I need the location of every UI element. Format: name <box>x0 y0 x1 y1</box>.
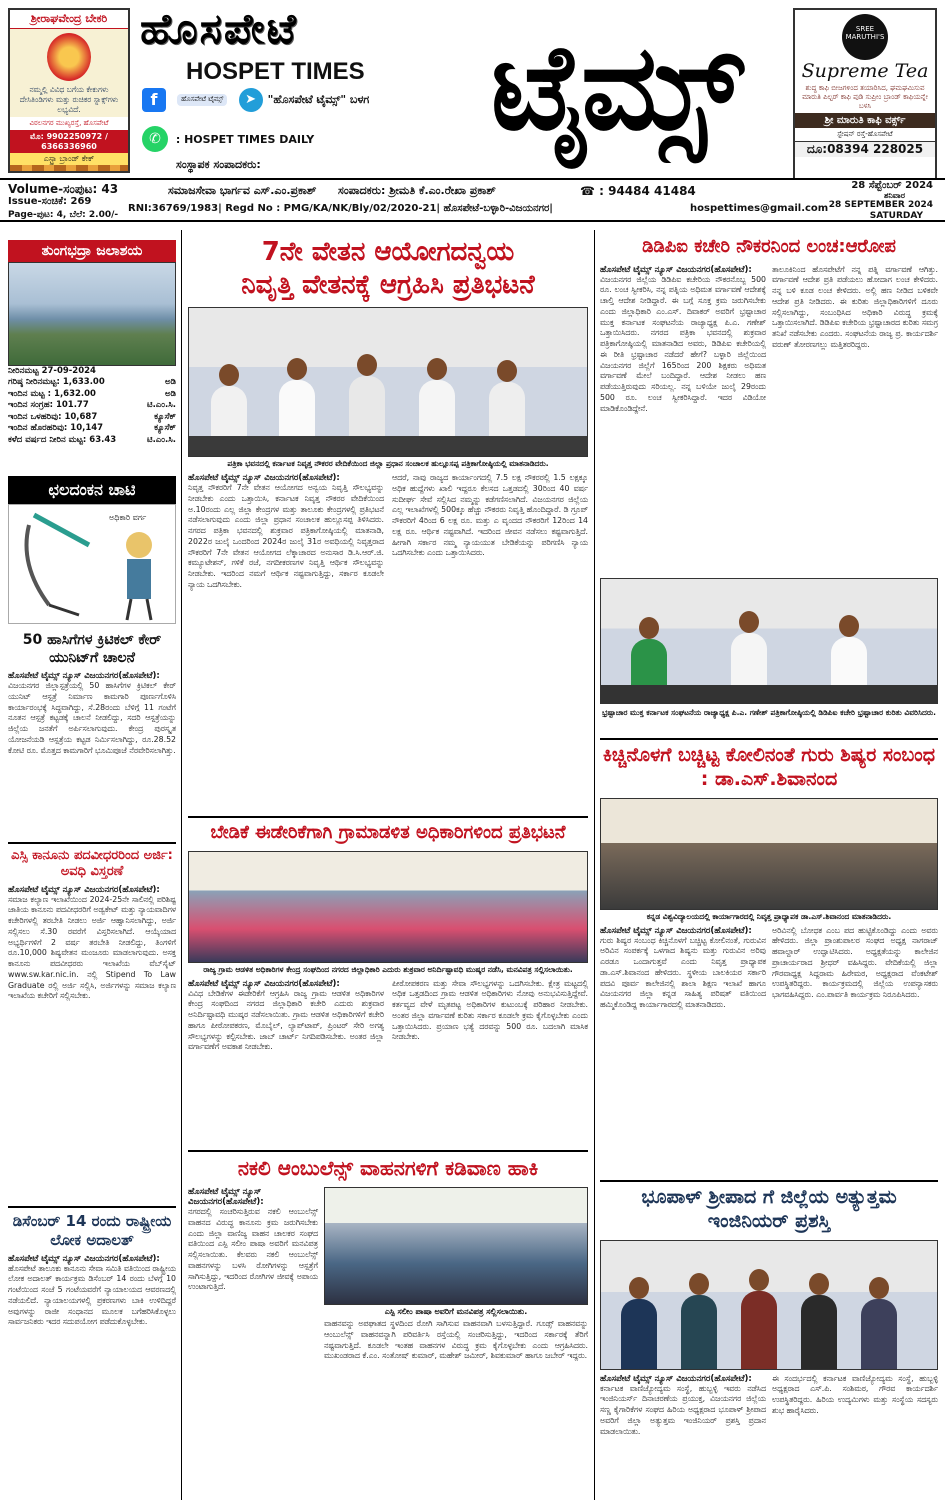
story-village <box>188 816 588 1053</box>
cartoon-image <box>8 504 176 624</box>
story-body: ವಿವಿಧ ಬೇಡಿಕೆಗಳ ಈಡೇರಿಕೆಗೆ ಆಗ್ರಹಿಸಿ ರಾಜ್ಯ ಗ್ರಾಮ ಆಡಳಿತ ಅಧಿಕಾರಿಗಳ ಕೇಂದ್ರ ಸಂಘದಿಂದ ನಗರದ ಜಿಲ್ಲಾಧಿಕಾರಿ ಕಚೇರಿ ಎದುರು ಶುಕ್ರವಾರ ಅನಿರ್ದಿಷ್ಟಾವಧಿ ಮುಷ್ಕರ ನಡೆಸಲಾಯಿತು. ಗ್ರಾಮ ಆಡಳಿತ ಅಧಿಕಾರಿಗಳಿಗೆ ಕಚೇರಿ ಹಾಗೂ ಪೀಠೋಪಕರಣ, ಮೊಬೈಲ್, ಲ್ಯಾಪ್‌ಟಾಪ್, ಪ್ರಿಂಟರ್ ಸೇರಿ ಅಗತ್ಯ ಸೌಲಭ್ಯಗಳನ್ನು ಕಲ್ಪಿಸಬೇಕು. ಜಾಬ್ ಚಾರ್ಟ್ ನಿಗದಿಪಡಿಸಬೇಕು. ಅಂತರ ಜಿಲ್ಲಾ ವರ್ಗಾವಣೆಗೆ ಅವಕಾಶ ನೀಡಬೇಕು. <box>188 988 384 1052</box>
story-sc-law <box>8 842 176 1002</box>
cartoon-box <box>8 476 176 624</box>
story-dateline: ಹೊಸಪೇಟೆ ಟೈಮ್ಸ್ ನ್ಯೂಸ್ ವಿಜಯನಗರ(ಹೊಸಪೇಟೆ): <box>8 671 160 681</box>
story-col-1 <box>600 926 766 1011</box>
photo-caption: ಭ್ರಷ್ಟಾಚಾರ ಮುಕ್ತ ಕರ್ನಾಟಕ ಸಂಘಟನೆಯ ರಾಜ್ಯಾಧ್ಯಕ್ಷ ಪಿ.ಎ. ಗಣೇಶ್ ಪತ್ರಿಕಾಗೋಷ್ಠಿಯಲ್ಲಿ ಡಿಡಿಪಿಐ ಕಚೇರಿ ಭ್ರಷ್ಟಾಚಾರ ಕುರಿತು ವಿವರಿಸಿದರು. <box>601 708 937 717</box>
kannada-title: ಹೊಸಪೇಟೆ <box>140 4 298 53</box>
cartoon-label: ಅಧಿಕಾರಿ ವರ್ಗ <box>109 513 147 522</box>
story-body: ವಾಹನವನ್ನು ಅಪಘಾತದ ಸ್ಥಳದಿಂದ ರೋಗಿ ಸಾಗಿಸುವ ವಾಹನವಾಗಿ ಬಳಸುತ್ತಿದ್ದಾರೆ. ಗೂಡ್ಸ್ ವಾಹನವನ್ನು ಆಂಬುಲೆನ್ಸ್ ವಾಹನವನ್ನಾಗಿ ಪರಿವರ್ತಿಸಿ ರಸ್ತೆಯಲ್ಲಿ ಸಂಚರಿಸುತ್ತಿದ್ದು, ಇದರಿಂದ ಸರ್ಕಾರಕ್ಕೆ ತೆರಿಗೆ ನಷ್ಟವಾಗುತ್ತಿದೆ. ಕೂಡಲೇ ಇಂತಹ ವಾಹನಗಳ ವಿರುದ್ಧ ಕ್ರಮ ಕೈಗೊಳ್ಳಬೇಕು ಎಂದು ಆಗ್ರಹಿಸಿದರು. ಮುಖಂಡರಾದ ಕೆ.ಎಂ. ಸಂತೋಷ್ ಕುಮಾರ್, ಮಹೇಶ್ ಜಮೀರ್, ಶಿವಕುಮಾರ್ ಹಾಗೂ ಜಬೇರ್ ಇದ್ದರು. <box>324 1319 588 1361</box>
story-col-1 <box>188 1187 318 1362</box>
right-advertisement <box>793 8 937 180</box>
dam-row <box>8 400 176 411</box>
story-body-columns <box>188 473 588 591</box>
divider <box>600 738 938 740</box>
whatsapp-row <box>142 126 314 152</box>
person <box>741 1291 777 1369</box>
dam-row <box>8 423 176 434</box>
dam-row <box>8 377 176 388</box>
story-dateline: ಹೊಸಪೇಟೆ ಟೈಮ್ಸ್ ನ್ಯೂಸ್ ವಿಜಯನಗರ(ಹೊಸಪೇಟೆ): <box>600 264 752 275</box>
story-layout <box>188 1187 588 1362</box>
story-body: ಹೊಸಪೇಟೆ ತಾಲೂಕು ಕಾನೂನು ಸೇವಾ ಸಮಿತಿ ವತಿಯಿಂದ ರಾಷ್ಟ್ರೀಯ ಲೋಕ ಅದಾಲತ್ ಕಾರ್ಯಕ್ರಮ ಡಿಸೆಂಬರ್ 14 ರಂದು ಬೆಳಗ್ಗೆ 10 ಗಂಟೆಯಿಂದ ಸಂಜೆ 5 ಗಂಟೆಯವರೆಗೆ ನ್ಯಾಯಾಲಯದ ಆವರಣದಲ್ಲಿ ನಡೆಯಲಿದೆ. ನ್ಯಾಯಾಲಯಗಳಲ್ಲಿ ಪ್ರಕರಣಗಳು ಬಾಕಿ ಉಳಿದಿದ್ದರೆ ಅವುಗಳನ್ನು ರಾಜೀ ಸಂಧಾನದ ಮೂಲಕ ಬಗೆಹರಿಸಿಕೊಳ್ಳಲು ಸಾರ್ವಜನಿಕರು ಇದರ ಸದುಪಯೋಗ ಪಡೆದುಕೊಳ್ಳಬೇಕು. <box>8 1263 176 1327</box>
left-ad-title: ಶ್ರೀರಾಘವೇಂದ್ರ ಬೇಕರಿ <box>10 10 128 29</box>
tea-logo: SREE MARUTHI'S <box>842 14 888 60</box>
story-col-2 <box>392 473 588 591</box>
dam-row-label: ಕಳೆದ ವರ್ಷದ ನೀರಿನ ಮಟ್ಟ: 63.43 <box>8 434 117 445</box>
pension-photo <box>188 307 588 457</box>
person <box>801 1295 837 1369</box>
social-links <box>142 88 442 118</box>
story-col-1 <box>600 265 766 415</box>
story-dateline: ಹೊಸಪೇಟೆ ಟೈಮ್ಸ್ ನ್ಯೂಸ್ ವಿಜಯನಗರ(ಹೊಸಪೇಟೆ): <box>188 473 340 483</box>
dam-photo <box>8 262 176 366</box>
story-body: ಸಮಾಜ ಕಲ್ಯಾಣ ಇಲಾಖೆಯಿಂದ 2024-25ನೇ ಸಾಲಿನಲ್ಲಿ ಪರಿಶಿಷ್ಟ ಜಾತಿಯ ಕಾನೂನು ಪದವೀಧರರಿಗೆ ಅಡ್ವಕೇಟ್ ಮತ್ತು ನ್ಯಾಯವಾದಿಗಳ ಕಚೇರಿಗಳಲ್ಲಿ ತರಬೇತಿ ನೀಡಲು ಅರ್ಜಿ ಆಹ್ವಾನಿಸಲಾಗಿದ್ದು, ಅರ್ಜಿ ಸಲ್ಲಿಸಲು ಸೆ.30 ರವರೆಗೆ ವಿಸ್ತರಿಸಲಾಗಿದೆ. ಆಯ್ಕೆಯಾದ ಅಭ್ಯರ್ಥಿಗಳಿಗೆ 2 ವರ್ಷ ತರಬೇತಿ ನೀಡಲಿದ್ದು, ತಿಂಗಳಿಗೆ ರೂ.10,000 ಶಿಷ್ಯವೇತನ ಮಂಜೂರು ಮಾಡಲಾಗುವುದು. ಅಸಕ್ತ ಕಾನೂನು ಪದವೀಧರರು ಇಲಾಖೆಯ ವೆಬ್‌ಸೈಟ್ www.sw.kar.nic.in. ನಲ್ಲಿ Stipend To Law Graduate ರಲ್ಲಿ ಅರ್ಜಿ ಸಲ್ಲಿಸಿ, ಅರ್ಜಿಗಳನ್ನು ಸಮಾಜ ಕಲ್ಯಾಣ ಇಲಾಖೆಯ ಕಚೇರಿಗೆ ಸಲ್ಲಿಸಬೇಕು. <box>8 894 177 1001</box>
divider <box>8 842 176 844</box>
info-line <box>0 178 945 222</box>
whatsapp-icon[interactable]: ✆ <box>142 126 168 152</box>
story-col-1 <box>188 979 384 1054</box>
story-col-1 <box>600 1374 766 1438</box>
protest-photo <box>188 851 588 963</box>
story-dateline: ಹೊಸಪೇಟೆ ಟೈಮ್ಸ್ ನ್ಯೂಸ್ ವಿಜಯನಗರ(ಹೊಸಪೇಟೆ): <box>188 1187 264 1207</box>
registration: RNI:36769/1983| Regd No : PMG/KA/NK/Bly/02/2020-21| ಹೊಸಪೇಟೆ-ಬಳ್ಳಾರಿ-ವಿಜಯನಗರ| <box>128 203 553 214</box>
volume: Volume-ಸಂಪುಟ: 43 <box>8 182 119 196</box>
social-handle: ಹೊಸಪೇಟೆ ಟೈಮ್ಸ್ <box>177 94 227 106</box>
deity-image <box>47 33 91 81</box>
person <box>861 1299 897 1369</box>
tea-address: ಸ್ಟೇಷನ್ ರಸ್ತೆ-ಹೊಸಪೇಟೆ <box>837 130 893 139</box>
story-dateline: ಹೊಸಪೇಟೆ ಟೈಮ್ಸ್ ನ್ಯೂಸ್ ವಿಜಯನಗರ(ಹೊಸಪೇಟೆ): <box>188 978 340 989</box>
story-guru <box>600 738 938 1011</box>
left-ad-text: ನಮ್ಮಲ್ಲಿ ವಿವಿಧ ಬಗೆಯ ಕೇಕುಗಳು ದೇಸಿತಿಂಡಿಗಳು ಮತ್ತು ರುಚಿಕರ ಸ್ನಾಕ್ಸ್‌ಗಳು ಲಭ್ಯವಿದೆ. <box>19 85 119 114</box>
photo-caption: ಕನ್ನಡ ವಿಶ್ವವಿದ್ಯಾಲಯದಲ್ಲಿ ಕಾರ್ಯಾಗಾರದಲ್ಲಿ ನಿವೃತ್ತ ಪ್ರಾಧ್ಯಾಪಕ ಡಾ.ಎಸ್.ಶಿವಾನಂದ ಮಾತನಾಡಿದರು. <box>646 911 892 921</box>
column-divider <box>594 230 595 1500</box>
whatsapp-label: : HOSPET TIMES DAILY <box>175 132 315 146</box>
dam-row-unit: ಅಡಿ <box>165 388 176 399</box>
story-col-2 <box>772 926 938 1011</box>
tea-shop: ಶ್ರೀ ಮಾರುತಿ ಕಾಫಿ ವರ್ಕ್ಸ್ <box>795 113 935 128</box>
story-icu <box>8 632 176 756</box>
divider <box>600 1180 938 1182</box>
story-body: ಗುರು ಶಿಷ್ಯರ ಸಂಬಂಧ ಕಿಚ್ಚಿನೊಳಗೆ ಬಚ್ಚಿಟ್ಟ ಕೋಲಿನಂತೆ, ಗುರುವಿನ ಅರಿವಿನ ಸಂಪರ್ಕಕ್ಕೆ ಒಳಗಾದ ಶಿಷ್ಯನು ಮತ್ತು ಗುರುವಿನ ಅರಿವು ಎರಡೂ ಒಂದಾಗುತ್ತವೆ ಎಂದು ನಿವೃತ್ತ ಪ್ರಾಧ್ಯಾಪಕ ಡಾ.ಎಸ್.ಶಿವಾನಂದ ಹೇಳಿದರು. ಸ್ಥಳೀಯ ಬಾಲಕಿಯರ ಸರ್ಕಾರಿ ಪದವಿ ಪೂರ್ವ ಕಾಲೇಜಿನಲ್ಲಿ ಶಾಲಾ ಶಿಕ್ಷಣ ಇಲಾಖೆ ಹಾಗೂ ವಿಜಯನಗರ ಜಿಲ್ಲಾ ಕನ್ನಡ ಸಾಹಿತ್ಯ ಪರಿಷತ್ ವತಿಯಿಂದ ಹಮ್ಮಿಕೊಂಡಿದ್ದ ಕಾರ್ಯಾಗಾರದಲ್ಲಿ ಮಾತನಾಡಿದರು. <box>600 935 766 1009</box>
dam-row-unit: ಟಿ.ಎಂ.ಸಿ. <box>147 434 176 445</box>
dam-row-label: ಇಂದಿನ ಹೊರಹರಿವು: 10,147 <box>8 423 104 434</box>
tea-phone: ದೂ:08394 228025 <box>795 141 935 157</box>
facebook-icon[interactable]: f <box>142 88 166 112</box>
email[interactable]: hospettimes@gmail.com <box>690 203 829 214</box>
story-col-2 <box>392 979 588 1054</box>
big-title: ಟೈಮ್ಸ್ <box>490 18 740 156</box>
phone-number: ☎ : 94484 41484 <box>580 184 696 198</box>
photo-caption: ಪತ್ರಿಕಾ ಭವನದಲ್ಲಿ ಕರ್ನಾಟಕ ನಿವೃತ್ತ ನೌಕರರ ವೇದಿಕೆಯಿಂದ ಜಿಲ್ಲಾ ಪ್ರಧಾನ ಸಂಚಾಲಕ ಹುಲ್ಲೂಸಪ್ಪ ಪತ್ರಿಕಾಗೋಷ್ಠಿಯಲ್ಲಿ ಮಾತನಾಡಿದರು. <box>227 459 549 468</box>
person <box>681 1295 717 1369</box>
dam-box <box>8 240 176 446</box>
story-col-2 <box>324 1187 588 1362</box>
story-pension <box>188 236 588 591</box>
dam-row-unit: ಟಿ.ಎಂ.ಸಿ. <box>147 400 176 411</box>
english-title: HOSPET TIMES <box>186 58 365 85</box>
story-body-columns <box>600 926 938 1011</box>
story-award <box>600 1180 938 1437</box>
story-ambulance <box>188 1150 588 1362</box>
story-title: ಬೇಡಿಕೆ ಈಡೇರಿಕೆಗಾಗಿ ಗ್ರಾಮಾಡಳಿತ ಅಧಿಕಾರಿಗಳಿಂದ ಪ್ರತಿಭಟನೆ <box>210 822 566 843</box>
story-body: ವಿಜಯನಗರ ಜಿಲ್ಲಾಸ್ಪತ್ರೆಯಲ್ಲಿ 50 ಹಾಸಿಗೆಗಳ ಕ್ರಿಟಿಕಲ್ ಕೇರ್ ಯುನಿಟ್ ಆಸ್ಪತ್ರೆ ನಿರ್ಮಾಣ ಕಾಮಗಾರಿ ಪೂರ್ಣಗೊಳಿಸಿ ಕಾರ್ಯಾರಂಭಕ್ಕೆ ಸಿದ್ಧವಾಗಿದ್ದು, ಸೆ.28ರಂದು ಬೆಳಿಗ್ಗೆ 11 ಗಂಟೆಗೆ ನೂತನ ಆಸ್ಪತ್ರೆ ಕಟ್ಟಡಕ್ಕೆ ಚಾಲನೆ ನೀಡಲಿದ್ದು, ಸದರಿ ಆಸ್ಪತ್ರೆಯನ್ನು ಜಿಲ್ಲೆಯ ಜನತೆಗೆ ಅರ್ಪಿಸಲಾಗುವುದು. ಕೇಂದ್ರ ಪುರಸ್ಕೃತ ಯೋಜನೆಯಡಿ ಆಸ್ಪತ್ರೆಯ ಕಟ್ಟಡ ನಿರ್ಮಿಸಲಾಗಿದ್ದು, ರೂ.28.52 ಕೋಟಿ ರೂ. ಮೊತ್ತದ ಕಾಮಗಾರಿಗೆ ಭೂಮಿಪೂಜೆ ನೆರವೇರಿಸಲಾಗಿತ್ತು. <box>8 681 176 755</box>
award-photo <box>600 1240 938 1370</box>
divider <box>188 1150 588 1152</box>
story-title-line1: 7ನೇ ವೇತನ ಆಯೋಗದನ್ವಯ <box>261 237 515 267</box>
dam-row <box>8 366 176 377</box>
dam-row-label: ಗರಿಷ್ಠ ನೀರಿನಮಟ್ಟ: 1,633.00 <box>8 377 105 388</box>
table <box>601 685 937 703</box>
story-dateline: ಹೊಸಪೇಟೆ ಟೈಮ್ಸ್ ನ್ಯೂಸ್ ವಿಜಯನಗರ(ಹೊಸಪೇಟೆ): <box>600 925 752 936</box>
story-title-line2: ನಿವೃತ್ತಿ ವೇತನಕ್ಕೆ ಆಗ್ರಹಿಸಿ ಪ್ರತಿಭಟನೆ <box>241 269 535 300</box>
tea-title: Supreme Tea <box>801 60 929 82</box>
story-col-1 <box>188 473 384 591</box>
story-title: ಕಿಚ್ಚಿನೊಳಗೆ ಬಚ್ಚಿಟ್ಟ ಕೋಲಿನಂತೆ ಗುರು ಶಿಷ್ಯರ ಸಂಬಂಧ : ಡಾ.ಎಸ್.ಶಿವಾನಂದ <box>602 744 935 790</box>
day-kannada: ಶನಿವಾರ <box>883 191 905 200</box>
dam-row-unit: ಕ್ಯೂಸೆಕ್ <box>154 411 176 422</box>
story-title: ಡಿಡಿಪಿಐ ಕಚೇರಿ ನೌಕರನಿಂದ ಲಂಚ:ಆರೋಪ <box>642 236 896 257</box>
issue: Issue-ಸಂಚಿಕೆ: 269 <box>8 196 92 207</box>
story-body: ಕರ್ನಾಟಕ ವಾಣಿಜ್ಯೋದ್ಯಮ ಸಂಸ್ಥೆ, ಹುಬ್ಬಳ್ಳಿ ಇವರು ನಡೆಸಿದ ಇಂಜಿನಿಯರ್ಸ್ ದಿನಾಚರಣೆಯ ಪ್ರಯುಕ್ತ, ವಿಜಯನಗರ ಜಿಲ್ಲೆಯ ಸಣ್ಣ ಕೈಗಾರಿಕೆಗಳ ಸಂಘದ ಹಿರಿಯ ಅಧ್ಯಕ್ಷರಾದ ಭೂಪಾಳ್ ಶ್ರೀಪಾದ ಅವರಿಗೆ ಜಿಲ್ಲಾ ಅತ್ಯುತ್ತಮ ಇಂಜಿನಿಯರ್ ಪ್ರಶಸ್ತಿ ಪ್ರದಾನ ಮಾಡಲಾಯಿತು. <box>600 1383 766 1436</box>
story-body: ಆದರೆ, ನಾವು ರಾಜ್ಯದ ಕಾರ್ಯಾಂಗದಲ್ಲಿ 7.5 ಲಕ್ಷ ನೌಕರರಲ್ಲಿ 1.5 ಲಕ್ಷಕ್ಕೂ ಅಧಿಕ ಹುದ್ದೆಗಳು ಖಾಲಿ ಇದ್ದರೂ ಕೆಲಸದ ಒತ್ತಡದಲ್ಲಿ 30ರಿಂದ 40 ವರ್ಷ ಸುದೀರ್ಘ ಸೇವೆ ಸಲ್ಲಿಸಿದ ನಮ್ಮನ್ನು ಕಡೆಗಣಿಸಲಾಗಿದೆ. ವಿಜಯನಗರ ಜಿಲ್ಲೆಯ ಎಲ್ಲ ಇಲಾಖೆಗಳಲ್ಲಿ 500ಕ್ಕೂ ಹೆಚ್ಚು ನೌಕರರು ನಿವೃತ್ತಿ ಹೊಂದಿದ್ದಾರೆ. ಡಿ ಗ್ರೂಪ್ ನೌಕರರಿಗೆ 4ರಿಂದ 6 ಲಕ್ಷ ರೂ. ಮತ್ತು ಎ ವೃಂದದ ನೌಕರರಿಗೆ 12ರಿಂದ 14 ಲಕ್ಷ ರೂ. ಆರ್ಥಿಕ ನಷ್ಟವಾಗಿದೆ. ಇದರಿಂದ ಜೀವನ ನಡೆಸಲು ಕಷ್ಟವಾಗುತ್ತಿದೆ. ಹೀಗಾಗಿ ಸರ್ಕಾರ ನಮ್ಮ ನ್ಯಾಯಯುತ ಬೇಡಿಕೆಯನ್ನು ಪರಿಗಣಿಸಿ ನ್ಯಾಯ ಒದಗಿಸಬೇಕು ಎಂದು ಒತ್ತಾಯಿಸಿದರು. <box>392 473 588 558</box>
date-kannada: 28 ಸೆಪ್ಟೆಂಬರ್ 2024 <box>851 180 933 191</box>
cartoon-heading: ಛಲದಂಕನ ಚಾಟಿ <box>8 476 176 504</box>
person <box>621 1299 657 1369</box>
left-ad-brand: ಎಸ್ಟ್ರಾ ಬ್ರಾಂಡ್ ಕೇಕ್ <box>10 153 128 165</box>
dam-row <box>8 389 176 400</box>
story-body: ಪೀಠೋಪಕರಣ ಮತ್ತು ಸೇವಾ ಸೌಲಭ್ಯಗಳನ್ನು ಒದಗಿಸಬೇಕು. ಕ್ಷೇತ್ರ ಮಟ್ಟದಲ್ಲಿ ಅಧಿಕ ಒತ್ತಡದಿಂದ ಗ್ರಾಮ ಆಡಳಿತ ಅಧಿಕಾರಿಗಳು ನೋವು ಅನುಭವಿಸುತ್ತಿದ್ದೇವೆ. ಕರ್ತವ್ಯದ ವೇಳೆ ಮೃತಪಟ್ಟ ಅಧಿಕಾರಿಗಳ ಕುಟುಂಬಕ್ಕೆ ಪರಿಹಾರ ನೀಡಬೇಕು. ಅಂತರ ಜಿಲ್ಲಾ ವರ್ಗಾವಣೆ ಕುರಿತು ಸರ್ಕಾರ ಕೂಡಲೇ ಕ್ರಮ ಕೈಗೊಳ್ಳಬೇಕು ಎಂದು ಒತ್ತಾಯಿಸಿದರು. ಪ್ರಯಾಣ ಭತ್ಯೆ ದರವನ್ನು 500 ರೂ. ಬದಲಾಗಿ ಮಾಸಿಕ ನೀಡಬೇಕು. <box>392 978 588 1042</box>
story-lok-adalat <box>8 1206 176 1328</box>
left-ad-phone: ಮೊ: 9902250972 / 6366336960 <box>10 130 128 153</box>
story-dateline: ಹೊಸಪೇಟೆ ಟೈಮ್ಸ್ ನ್ಯೂಸ್ ವಿಜಯನಗರ(ಹೊಸಪೇಟೆ): <box>8 1253 160 1264</box>
column-divider <box>181 230 182 1500</box>
dam-row-label: ನೀರಿನಮಟ್ಟ 27-09-2024 <box>8 366 96 376</box>
pages-price: Page-ಪುಟ: 4, ಬೆಲೆ: 2.00/- <box>8 210 119 220</box>
editor-name: ಸಂಪಾದಕರು: ಶ್ರೀಮತಿ ಕೆ.ಎಂ.ರೇಖಾ ಪ್ರಕಾಶ್ <box>338 184 496 197</box>
story-dateline: ಹೊಸಪೇಟೆ ಟೈಮ್ಸ್ ನ್ಯೂಸ್ ವಿಜಯನಗರ(ಹೊಸಪೇಟೆ): <box>8 884 160 895</box>
date-english: 28 SEPTEMBER 2024 <box>828 200 933 210</box>
story-title: ಎಸ್ಸಿ ಕಾನೂನು ಪದವೀಧರರಿಂದ ಅರ್ಜಿ: ಅವಧಿ ವಿಸ್ತರಣೆ <box>11 848 173 880</box>
left-ad-address: ವಿಠಲನಗರ ಮುಖ್ಯರಸ್ತೆ, ಹೊಸಪೇಟೆ <box>10 117 128 130</box>
story-title: ನಕಲಿ ಆಂಬುಲೆನ್ಸ್ ವಾಹನಗಳಿಗೆ ಕಡಿವಾಣ ಹಾಕಿ <box>237 1156 539 1180</box>
dam-row <box>8 412 176 423</box>
dam-row-label: ಇಂದಿನ ಒಳಹರಿವು: 10,687 <box>8 411 98 422</box>
photo-caption: ಎಸ್ಪಿ ಸಲೀಂ ಪಾಷಾ ಅವರಿಗೆ ಮನವಿಪತ್ರ ಸಲ್ಲಿಸಲಾಯಿತು. <box>384 1307 528 1316</box>
divider <box>188 816 588 818</box>
dam-heading: ತುಂಗಭದ್ರಾ ಜಲಾಶಯ <box>8 240 176 262</box>
seminar-photo <box>600 798 938 910</box>
dam-row-label: ಇಂದಿನ ಸಂಗ್ರಹ: 101.77 <box>8 400 89 411</box>
story-title: ಡಿಸೆಂಬರ್ 14 ರಂದು ರಾಷ್ಟ್ರೀಯ ಲೋಕ ಅದಾಲತ್ <box>12 1212 172 1249</box>
story-col-2 <box>772 265 938 415</box>
dam-table <box>8 366 176 446</box>
photo-caption: ರಾಜ್ಯ ಗ್ರಾಮ ಆಡಳಿತ ಅಧಿಕಾರಿಗಳ ಕೇಂದ್ರ ಸಂಘದಿಂದ ನಗರದ ಜಿಲ್ಲಾಧಿಕಾರಿ ಎದುರು ಶುಕ್ರವಾರ ಅನಿರ್ದಿಷ್ಟಾವಧಿ ಮುಷ್ಕರ ನಡೆಸಿ, ಮನವಿಪತ್ರ ಸಲ್ಲಿಸಲಾಯಿತು. <box>203 964 573 974</box>
dam-row-unit: ಕ್ಯೂಸೆಕ್ <box>154 423 176 434</box>
tea-desc: ಶುದ್ಧ ಕಾಫಿ ಬೀಜಗಳಿಂದ ತಯಾರಿಸಿದ, ಘಮಘಮಿಸುವ ಮಾರುತಿ ಪಿಲ್ಟರ್ ಕಾಫಿ ಪುಡಿ ಸುಪ್ರೀಂ ಬ್ರಾಂಡ್ ಕಾಫಿಯನ್ನೇ ಬಳಸಿ <box>802 84 928 111</box>
dam-row-unit: ಅಡಿ <box>165 377 176 388</box>
story-body-columns <box>188 979 588 1054</box>
dam-row <box>8 435 176 446</box>
sweets-image <box>10 165 128 173</box>
bribe-photo <box>600 578 938 704</box>
story-dateline: ಹೊಸಪೇಟೆ ಟೈಮ್ಸ್ ನ್ಯೂಸ್ ವಿಜಯನಗರ(ಹೊಸಪೇಟೆ): <box>600 1373 752 1384</box>
story-body: ತಾಲೂಕಿನಿಂದ ಹೊಸಪೇಟೆಗೆ ನನ್ನ ಪತ್ನಿ ವರ್ಗಾವಣೆ ಆಗಿತ್ತು. ವರ್ಗಾವಣೆ ಆದೇಶ ಪ್ರತಿ ಪಡೆಯಲು ಹೋದಾಗ ಲಂಚ ಕೇಳಿದರು. ನನ್ನ ಬಳಿ ಕೂಡ ಲಂಚ ಕೇಳಿದರು. ಅಲ್ಲಿ ಹಣ ನೀಡಿದ ಬಳಿಕವೇ ಆದೇಶ ಪ್ರತಿ ನೀಡಿದರು. ಈ ಕುರಿತು ಜಿಲ್ಲಾಧಿಕಾರಿಗಳಿಗೆ ದೂರು ಸಲ್ಲಿಸಲಾಗಿದ್ದು, ಸಂಬಂಧಿಸಿದ ಅಧಿಕಾರಿ ವಿರುದ್ಧ ಕ್ರಮಕ್ಕೆ ಒತ್ತಾಯಿಸಲಾಗಿದೆ. ಡಿಡಿಪಿಐ ಕಚೇರಿಯ ಭ್ರಷ್ಟಾಚಾರದ ಕುರಿತು ಸಮಗ್ರ ತನಿಖೆ ನಡೆಸಬೇಕು ಎಂದರು. ಸಂಘಟನೆಯ ರಾಜ್ಯ ಪ್ರ. ಕಾರ್ಯದರ್ಶಿ ವರುಣ್ ತೋರಣಗಲ್ಲು ಮತ್ತಿತರರಿದ್ದರು. <box>772 264 938 349</box>
story-col-2 <box>772 1374 938 1438</box>
story-bribe <box>600 236 938 414</box>
story-title: 50 ಹಾಸಿಗೆಗಳ ಕ್ರಿಟಿಕಲ್ ಕೇರ್ ಯುನಿಟ್‌ಗೆ ಚಾಲನೆ <box>22 632 162 666</box>
story-title: ಭೂಪಾಳ್ ಶ್ರೀಪಾದ ಗೆ ಜಿಲ್ಲೆಯ ಅತ್ಯುತ್ತಮ ಇಂಜಿನಿಯರ್ ಪ್ರಶಸ್ತಿ <box>641 1186 897 1232</box>
ambulance-photo <box>324 1187 588 1305</box>
story-body-columns <box>600 1374 938 1438</box>
left-advertisement <box>8 8 130 173</box>
telegram-icon[interactable]: ➤ <box>239 88 263 112</box>
dam-row-label: ಇಂದಿನ ಮಟ್ಟ : 1,632.00 <box>8 388 96 399</box>
founder-label: ಸಂಸ್ಥಾಪಕ ಸಂಪಾದಕರು: <box>176 158 261 171</box>
founder-name: ಸಮಾಜಸೇವಾ ಭಾರ್ಗವ ಎಸ್.ಎಂ.ಪ್ರಕಾಶ್ <box>168 184 317 197</box>
story-body: ಅರಿವಿನಲ್ಲಿ ಬೋಧಕ ಎಂಬ ಪದ ಹುಟ್ಟಿಕೊಂಡಿದ್ದು ಎಂದು ಅವರು ಹೇಳಿದರು. ಜಿಲ್ಲಾ ಪ್ರಾಂಶುಪಾಲರ ಸಂಘದ ಅಧ್ಯಕ್ಷ ನಾಗರಾಜ್ ಹವಾಲ್ದಾರ್ ಉದ್ಘಾಟಿಸಿದರು. ಅಧ್ಯಕ್ಷತೆಯನ್ನು ಕಾಲೇಜಿನ ಪ್ರಾಚಾರ್ಯರಾದ ಶ್ರೀಧರ್ ವಹಿಸಿದ್ದರು. ವೇದಿಕೆಯಲ್ಲಿ ಜಿಲ್ಲಾ ಗೌರವಾಧ್ಯಕ್ಷ ಸಿದ್ದರಾಮ ಹಿರೇಮಠ, ಅಧ್ಯಕ್ಷರಾದ ವೆಂಕಟೇಶ್ ಉಪಸ್ಥಿತರಿದ್ದರು. ಕಾರ್ಯಕ್ರಮದಲ್ಲಿ ಜಿಲ್ಲೆಯ ಉಪನ್ಯಾಸಕರು ಭಾಗವಹಿಸಿದ್ದರು. ಎಂ.ಪಾರ್ವತಿ ಕಾರ್ಯಕ್ರಮ ನಿರೂಪಿಸಿದರು. <box>772 925 938 999</box>
story-body: ವಿಜಯನಗರ ಜಿಲ್ಲೆಯ ಡಿಡಿಪಿಐ ಕಚೇರಿಯ ನೌಕರನೊಬ್ಬ 500 ರೂ. ಲಂಚ ಸ್ವೀಕರಿಸಿ, ನನ್ನ ಪತ್ನಿಯ ಅಧಿಮತ ವರ್ಗಾವಣೆ ಆದೇಶಕ್ಕೆ ಚಾಲ್ತಿ ಆದೇಶ ನೀಡಿದ್ದಾರೆ. ಈ ಬಗ್ಗೆ ಸೂಕ್ತ ಕ್ರಮ ಜರುಗಿಸಬೇಕು ಎಂದು ಜಿಲ್ಲಾಧಿಕಾರಿ ಎಂ.ಎಸ್. ದಿವಾಕರ್ ಅವರಿಗೆ ಭ್ರಷ್ಟಾಚಾರ ಮುಕ್ತ ಕರ್ನಾಟಕ ಸಂಘಟನೆಯ ರಾಜ್ಯಾಧ್ಯಕ್ಷ ಪಿ.ಎ. ಗಣೇಶ್ ಒತ್ತಾಯಿಸಿದರು. ನಗರದ ಪತ್ರಿಕಾ ಭವನದಲ್ಲಿ ಶುಕ್ರವಾರ ಪತ್ರಿಕಾಗೋಷ್ಠಿಯಲ್ಲಿ ಮಾತನಾಡಿದ ಅವರು, ಡಿಡಿಪಿಐ ಕಚೇರಿಯಲ್ಲಿ ಈ ರೀತಿ ಭ್ರಷ್ಟಾಚಾರ ನಡೆದರೆ ಹೇಗೆ? ಬಳ್ಳಾರಿ ಜಿಲ್ಲೆಯಿಂದ ವಿಜಯನಗರ ಜಿಲ್ಲೆಗೆ 165ರಿಂದ 200 ಶಿಕ್ಷಕರು ಅಧಿಮತ ವರ್ಗಾವಣೆ ಮೇಲೆ ಬಂದಿದ್ದಾರೆ. ಆದೇಶ ನೀಡಲು ಹಣ ಪಡೆಯುತ್ತಿರುವುದು ಸರಿಯಲ್ಲ. ನನ್ನ ಬಳಿಯೇ ಜುಲೈ 29ರಂದು 500 ರೂ. ಲಂಚ ಸ್ವೀಕರಿಸಿದ್ದಾರೆ. ಇದರ ವಿಡಿಯೋ ಮಾಡಿಕೊಂಡಿದ್ದೇನೆ. <box>600 274 766 413</box>
story-body: ನಗರದಲ್ಲಿ ಸಂಚರಿಸುತ್ತಿರುವ ನಕಲಿ ಆಂಬುಲೆನ್ಸ್ ವಾಹನದ ವಿರುದ್ಧ ಕಾನೂನು ಕ್ರಮ ಜರುಗಿಸಬೇಕು ಎಂದು ಜಿಲ್ಲಾ ವಾಣಿಜ್ಯ ವಾಹನ ಚಾಲಕರ ಸಂಘದ ವತಿಯಿಂದ ಎಸ್ಪಿ ಸಲೀಂ ಪಾಷಾ ಅವರಿಗೆ ಮನವಿಪತ್ರ ಸಲ್ಲಿಸಲಾಯಿತು. ಕೆಲವರು ನಕಲಿ ಆಂಬುಲೆನ್ಸ್ ವಾಹನಗಳನ್ನು ಬಳಸಿ ರೋಗಿಗಳನ್ನು ಆಸ್ಪತ್ರೆಗೆ ಸಾಗಿಸುತ್ತಿದ್ದು, ಇದರಿಂದ ರೋಗಿಗಳ ಜೀವಕ್ಕೆ ಅಪಾಯ ಉಂಟಾಗುತ್ತಿದೆ. <box>188 1207 318 1292</box>
day-english: SATURDAY <box>869 211 923 221</box>
story-body: ಈ ಸಂದರ್ಭದಲ್ಲಿ ಕರ್ನಾಟಕ ವಾಣಿಜ್ಯೋದ್ಯಮ ಸಂಸ್ಥೆ, ಹುಬ್ಬಳ್ಳಿ ಅಧ್ಯಕ್ಷರಾದ ಎಸ್.ಪಿ. ಸಂಶಿಮಠ, ಗೌರವ ಕಾರ್ಯದರ್ಶಿ ಉಪಸ್ಥಿತರಿದ್ದರು. ಹಿರಿಯ ಉದ್ಯಮಿಗಳು ಮತ್ತು ಸಂಸ್ಥೆಯ ಸದಸ್ಯರು ಶುಭ ಹಾರೈಸಿದರು. <box>772 1373 938 1415</box>
story-body-columns <box>600 265 938 415</box>
table <box>189 436 587 456</box>
divider <box>8 1206 176 1208</box>
story-body: ನಿವೃತ್ತ ನೌಕರರಿಗೆ 7ನೇ ವೇತನ ಆಯೋಗದ ಅನ್ವಯ ನಿವೃತ್ತಿ ಸೌಲಭ್ಯವನ್ನು ನೀಡಬೇಕು ಎಂದು ಒತ್ತಾಯಿಸಿ, ಕರ್ನಾಟಕ ನಿವೃತ್ತ ನೌಕರರ ವೇದಿಕೆಯಿಂದ ಅ.10ರಂದು ಎಲ್ಲ ಜಿಲ್ಲಾ ಕೇಂದ್ರಗಳ ಮತ್ತು ತಾಲೂಕು ಕೇಂದ್ರಗಳಲ್ಲಿ ಪ್ರತಿಭಟನೆ ನಡೆಸಲಾಗುವುದು ಎಂದು ಜಿಲ್ಲಾ ಪ್ರಧಾನ ಸಂಚಾಲಕ ಹುಲ್ಲೂಸಪ್ಪ ತಿಳಿಸಿದರು. ನಗರದ ಪತ್ರಿಕಾ ಭವನದಲ್ಲಿ ಶುಕ್ರವಾರ ಪತ್ರಿಕಾಗೋಷ್ಠಿಯಲ್ಲಿ ಮಾತನಾಡಿ, 2022ರ ಜುಲೈ ಒಂದರಿಂದ 2024ರ ಜುಲೈ 31ರ ಅವಧಿಯಲ್ಲಿ ನಿವೃತ್ತರಾದ ನೌಕರರಿಗೆ 7ನೇ ವೇತನ ಆಯೋಗದ ಲೆಕ್ಕಾಚಾರದ ಅನುಸಾರ ಡಿ.ಸಿ.ಆರ್.ಜಿ. ಕಮ್ಯೂಟೇಶನ್, ಗಳಿಕೆ ರಜೆ, ನಗದೀಕರಣಗಳ ನಿವೃತ್ತಿ ಆರ್ಥಿಕ ಸೌಲಭ್ಯವನ್ನು ನೀಡಬೇಕು. ಇದರಿಂದ ನಮಗೆ ಆರ್ಥಿಕ ನಷ್ಟವಾಗುತ್ತಿದ್ದು, ಸರ್ಕಾರ ಕೂಡಲೇ ನ್ಯಾಯ ಒದಗಿಸಬೇಕು. <box>188 483 384 589</box>
social-group-label: "ಹೊಸಪೇಟೆ ಟೈಮ್ಸ್" ಬಳಗ <box>267 93 370 106</box>
